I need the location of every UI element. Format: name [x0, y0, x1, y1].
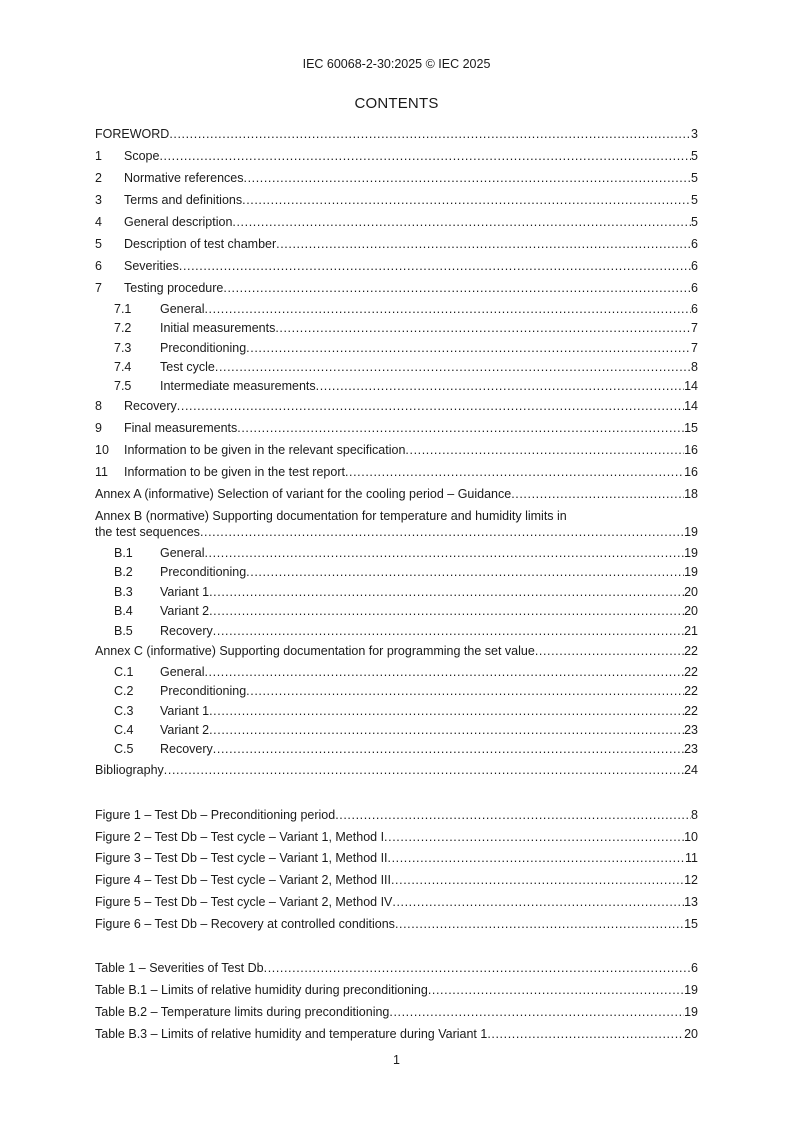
table-entry-b3[interactable]: Table B.3 – Limits of relative humidity and temperature during Variant 1 ..... 20: [95, 1026, 698, 1042]
toc-entry-1[interactable]: 1 Scope ..... 5: [95, 148, 698, 164]
table-entry-1[interactable]: Table 1 – Severities of Test Db ..... 6: [95, 960, 698, 976]
toc-entry-9[interactable]: 9 Final measurements ..... 15: [95, 420, 698, 436]
toc-entry-2[interactable]: 2 Normative references ..... 5: [95, 170, 698, 186]
toc-entry-c-1[interactable]: C.1 General ..... 22: [114, 664, 698, 680]
toc-entry-b-5[interactable]: B.5 Recovery ..... 21: [114, 623, 698, 639]
contents-title: CONTENTS: [354, 95, 439, 112]
toc-entry-annex-c[interactable]: Annex C (informative) Supporting documentation for programming the set value ..... 22: [95, 643, 698, 659]
page-number: 1: [393, 1053, 400, 1067]
toc-entry-bibliography[interactable]: Bibliography ..... 24: [95, 762, 698, 778]
figure-entry-2[interactable]: Figure 2 – Test Db – Test cycle – Variant 1, Method I ..... 10: [95, 829, 698, 845]
toc-entry-b-1[interactable]: B.1 General ..... 19: [114, 545, 698, 561]
figure-entry-5[interactable]: Figure 5 – Test Db – Test cycle – Variant 2, Method IV ..... 13: [95, 894, 698, 910]
toc-entry-b-3[interactable]: B.3 Variant 1 ..... 20: [114, 584, 698, 600]
table-entry-b1[interactable]: Table B.1 – Limits of relative humidity during preconditioning ..... 19: [95, 982, 698, 998]
toc-entry-annex-b[interactable]: the test sequences ..... 19: [95, 524, 698, 540]
figure-entry-3[interactable]: Figure 3 – Test Db – Test cycle – Variant 1, Method II ..... 11: [95, 850, 698, 866]
toc-entry-11[interactable]: 11 Information to be given in the test report ..... 16: [95, 464, 698, 480]
toc-entry-b-4[interactable]: B.4 Variant 2 ..... 20: [114, 603, 698, 619]
toc-entry-8[interactable]: 8 Recovery ..... 14: [95, 398, 698, 414]
figure-entry-6[interactable]: Figure 6 – Test Db – Recovery at controlled conditions ..... 15: [95, 916, 698, 932]
toc-entry-c-3[interactable]: C.3 Variant 1 ..... 22: [114, 703, 698, 719]
figure-entry-4[interactable]: Figure 4 – Test Db – Test cycle – Variant 2, Method III ..... 12: [95, 872, 698, 888]
toc-entry-6[interactable]: 6 Severities ..... 6: [95, 258, 698, 274]
toc-entry-annex-a[interactable]: Annex A (informative) Selection of variant for the cooling period – Guidance ..... 18: [95, 486, 698, 502]
toc-entry-7-2[interactable]: 7.2 Initial measurements ..... 7: [114, 320, 698, 336]
toc-entry-7-5[interactable]: 7.5 Intermediate measurements ..... 14: [114, 378, 698, 394]
toc-entry-10[interactable]: 10 Information to be given in the relevant specification ..... 16: [95, 442, 698, 458]
toc-entry-5[interactable]: 5 Description of test chamber ..... 6: [95, 236, 698, 252]
toc-entry-annex-b-line1[interactable]: Annex B (normative) Supporting documentation for temperature and humidity limits in: [95, 509, 567, 523]
toc-entry-b-2[interactable]: B.2 Preconditioning ..... 19: [114, 564, 698, 580]
toc-entry-4[interactable]: 4 General description ..... 5: [95, 214, 698, 230]
toc-entry-7-3[interactable]: 7.3 Preconditioning ..... 7: [114, 340, 698, 356]
running-header: IEC 60068-2-30:2025 © IEC 2025: [302, 57, 491, 71]
toc-entry-7-4[interactable]: 7.4 Test cycle ..... 8: [114, 359, 698, 375]
toc-entry-foreword[interactable]: FOREWORD ..... 3: [95, 126, 698, 142]
figure-entry-1[interactable]: Figure 1 – Test Db – Preconditioning period ..... 8: [95, 807, 698, 823]
toc-entry-7[interactable]: 7 Testing procedure ..... 6: [95, 280, 698, 296]
table-entry-b2[interactable]: Table B.2 – Temperature limits during preconditioning ..... 19: [95, 1004, 698, 1020]
toc-entry-c-5[interactable]: C.5 Recovery ..... 23: [114, 741, 698, 757]
toc-entry-c-2[interactable]: C.2 Preconditioning ..... 22: [114, 683, 698, 699]
toc-entry-7-1[interactable]: 7.1 General ..... 6: [114, 301, 698, 317]
toc-entry-3[interactable]: 3 Terms and definitions ..... 5: [95, 192, 698, 208]
toc-entry-c-4[interactable]: C.4 Variant 2 ..... 23: [114, 722, 698, 738]
